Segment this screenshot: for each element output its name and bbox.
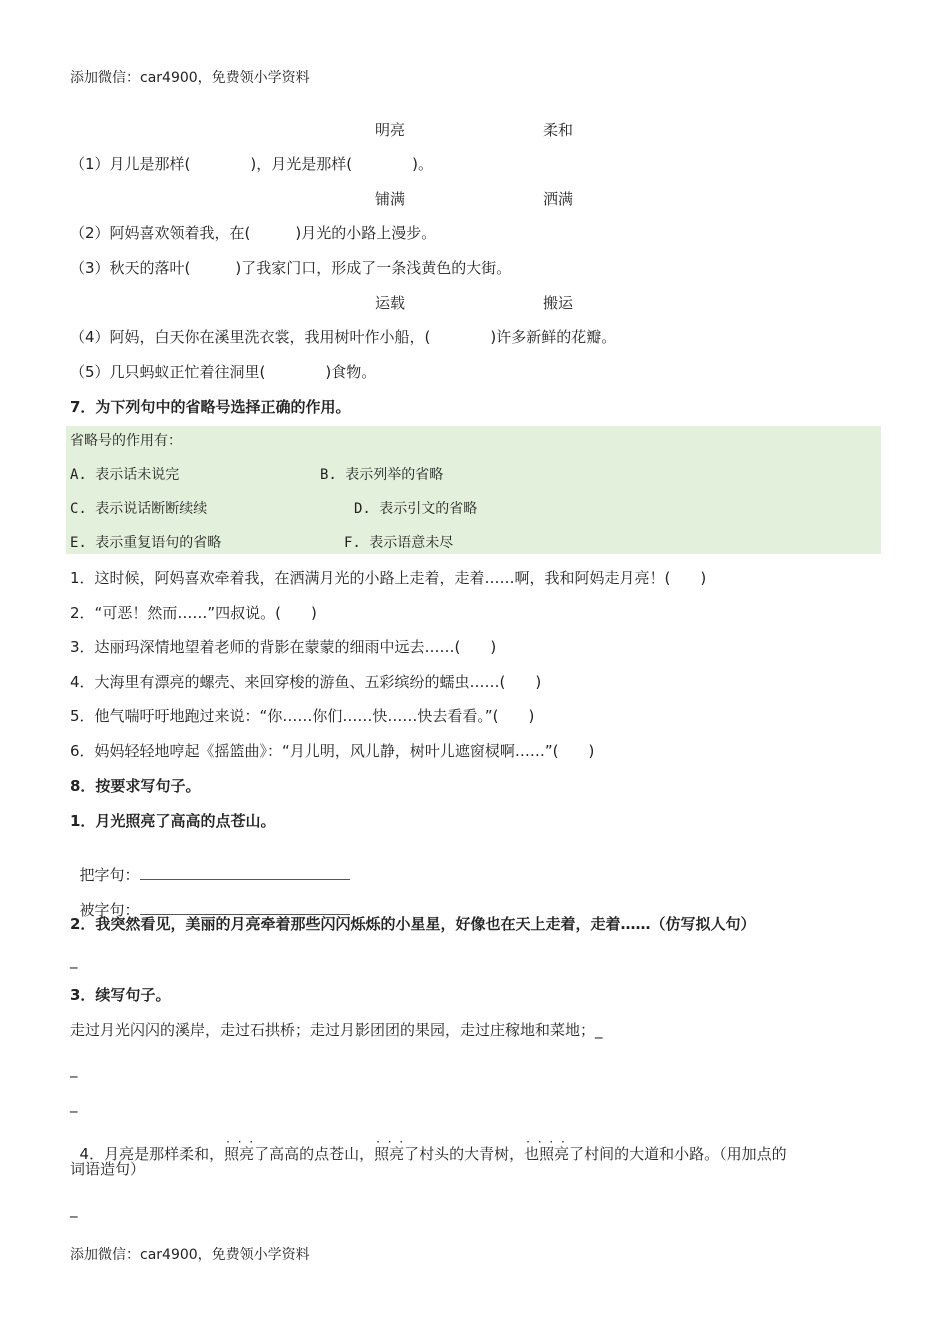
option-e: E. 表示重复语句的省略 [70,535,222,551]
dotted-word: 也照亮了 · · · · [524,1145,584,1163]
footer-note: 添加微信：car4900，免费领小学资料 [70,1247,310,1263]
ba-answer-line[interactable] [140,865,350,880]
answer-blank[interactable]: _ [70,951,78,969]
q8-sentence-3: 3．续写句子。 [70,986,171,1004]
question-8-title: 8．按要求写句子。 [70,777,201,795]
fill-item: （5）几只蚂蚁正忙着往洞里( )食物。 [70,363,377,381]
q7-item: 4．大海里有漂亮的螺壳、来回穿梭的游鱼、五彩缤纷的蠕虫……( ) [70,673,542,691]
word-choice: 运载 [375,294,406,312]
q8-sentence-1: 1．月光照亮了高高的点苍山。 [70,812,276,830]
s4-part: 村头的大青树， [419,1145,525,1163]
word-choice: 铺满 [375,190,406,208]
q8-sentence-2: 2．我突然看见，美丽的月亮牵着那些闪闪烁烁的小星星，好像也在天上走着，走着……（仿写拟人句） [70,915,756,933]
q7-item: 6．妈妈轻轻地哼起《摇篮曲》：“月儿明，风儿静，树叶儿遮窗棂啊……”( ) [70,742,595,760]
q7-item: 2．“可恶！然而……”四叔说。( ) [70,604,317,622]
answer-blank[interactable]: _ [70,1200,78,1218]
option-c: C. 表示说话断断续续 [70,501,208,517]
q7-item: 3．达丽玛深情地望着老师的背影在蒙蒙的细雨中远去……( ) [70,638,497,656]
word-choice: 洒满 [543,190,574,208]
option-b: B. 表示列举的省略 [320,467,444,483]
option-f: F. 表示语意未尽 [344,535,454,551]
dotted-word: 照亮了 · · · [224,1145,269,1163]
s4-part: 高高的点苍山， [269,1145,375,1163]
fill-item: （4）阿妈，白天你在溪里洗衣裳，我用树叶作小船，( )许多新鲜的花瓣。 [70,328,617,346]
q8-sentence-4-line2: 词语造句） [70,1160,146,1178]
fill-item: （1）月儿是那样( )，月光是那样( )。 [70,155,433,173]
ellipsis-usage-box [66,426,881,554]
word-choice: 柔和 [543,121,574,139]
bei-label: 被字句： [79,901,140,919]
word-choice: 搬运 [543,294,574,312]
answer-blank[interactable]: _ [70,1095,78,1113]
ba-sentence-row [70,845,350,885]
word-choice: 明亮 [375,121,406,139]
dotted-word: 照亮了 · · · [374,1145,419,1163]
option-d: D. 表示引文的省略 [354,501,478,517]
s4-part: 4．月亮是那样柔和， [79,1145,225,1163]
fill-item: （2）阿妈喜欢领着我，在( )月光的小路上漫步。 [70,224,437,242]
bei-answer-line[interactable] [140,900,350,915]
box-title: 省略号的作用有： [70,433,182,449]
header-note: 添加微信：car4900，免费领小学资料 [70,70,310,86]
q8-sentence-4 [70,1124,787,1164]
fill-item: （3）秋天的落叶( )了我家门口，形成了一条浅黄色的大街。 [70,259,512,277]
s4-part: 村间的大道和小路。（用加点的 [584,1145,787,1163]
q7-item: 1．这时候，阿妈喜欢牵着我，在洒满月光的小路上走着，走着……啊，我和阿妈走月亮！( ) [70,569,707,587]
question-7-title: 7．为下列句中的省略号选择正确的作用。 [70,398,351,416]
option-a: A. 表示话未说完 [70,467,180,483]
q7-item: 5．他气喘吁吁地跑过来说：“你……你们……快……快去看看。”( ) [70,707,535,725]
answer-blank[interactable]: _ [70,1060,78,1078]
ba-label: 把字句： [79,866,140,884]
q8-sentence-3-text: 走过月光闪闪的溪岸，走过石拱桥；走过月影团团的果园，走过庄稼地和菜地；_ [70,1021,603,1039]
